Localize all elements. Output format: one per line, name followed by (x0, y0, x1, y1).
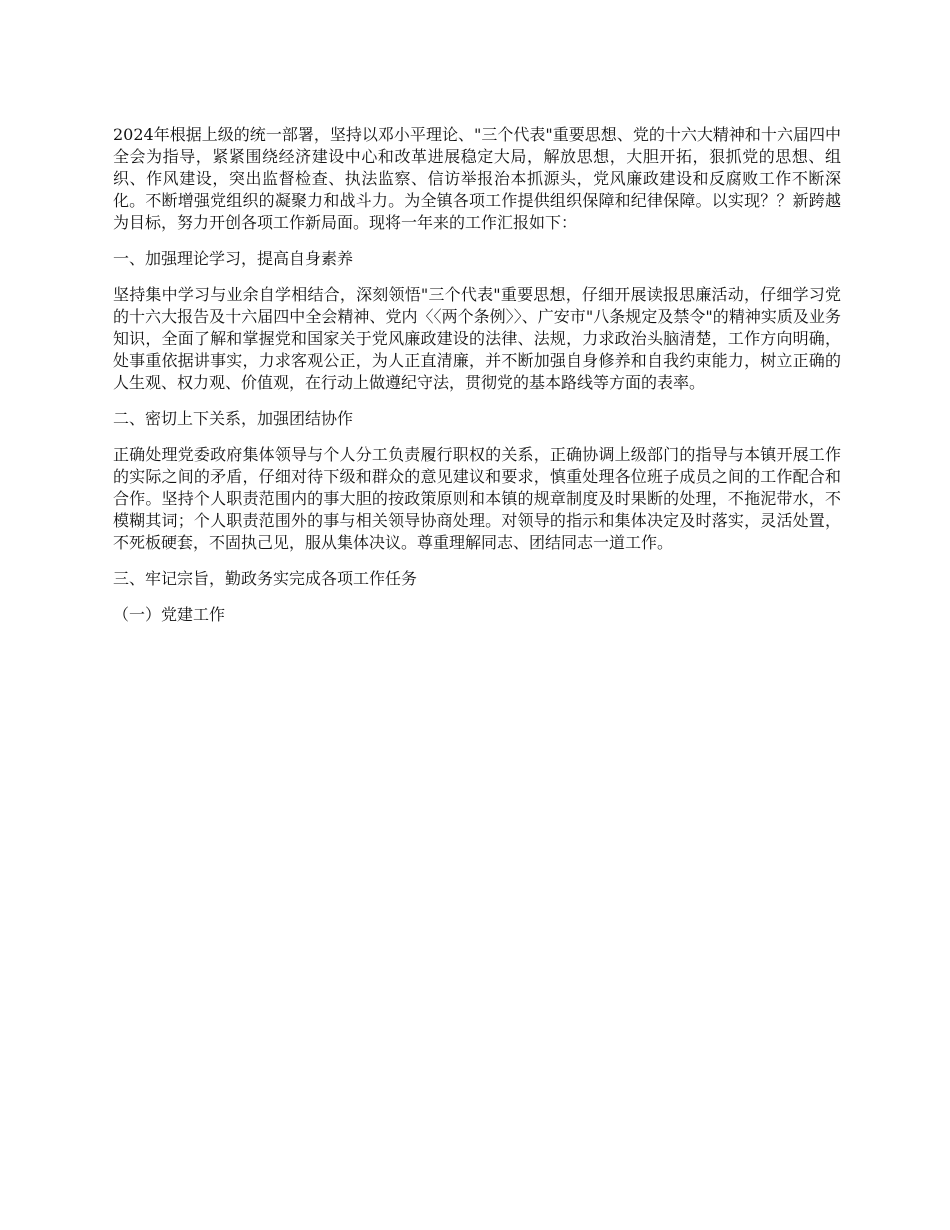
section-heading-3: 三、牢记宗旨，勤政务实完成各项工作任务 (113, 569, 418, 588)
section-1-paragraph: 坚持集中学习与业余自学相结合，深刻领悟"三个代表"重要思想，仔细开展读报思廉活动，仔细学习党的十六大报告及十六届四中全会精神、党内〈〈两个条例〉〉、广安市"八条规定及禁令"的精神实质及业务知识，全面了解和掌握党和国家关于党风廉政建设的法律、法规，力求政治头脑清楚，工作方向明确，处事重依据讲事实，力求客观公正，为人正直清廉，并不断加强自身修养和自我约束能力，树立正确的人生观、权力观、价值观，在行动上做遵纪守法，贯彻党的基本路线等方面的表率。 (113, 285, 841, 392)
document-body (113, 124, 841, 640)
section-heading-2: 二、密切上下关系，加强团结协作 (113, 409, 354, 428)
section-2-paragraph: 正确处理党委政府集体领导与个人分工负责履行职权的关系，正确协调上级部门的指导与本镇开展工作的实际之间的矛盾，仔细对待下级和群众的意见建议和要求，慎重处理各位班子成员之间的工作配合和合作。坚持个人职责范围内的事大胆的按政策原则和本镇的规章制度及时果断的处理，不拖泥带水，不模糊其词；个人职责范围外的事与相关领导协商处理。对领导的指示和集体决定及时落实，灵活处置，不死板硬套，不固执己见，服从集体决议。尊重理解同志、团结同志一道工作。 (113, 445, 841, 552)
subsection-heading-1: （一）党建工作 (113, 605, 226, 624)
intro-paragraph: 2024年根据上级的统一部署，坚持以邓小平理论、"三个代表"重要思想、党的十六大精神和十六届四中全会为指导，紧紧围绕经济建设中心和改革进展稳定大局，解放思想，大胆开拓，狠抓党的思想、组织、作风建设，突出监督检查、执法监察、信访举报治本抓源头，党风廉政建设和反腐败工作不断深化。不断增强党组织的凝聚力和战斗力。为全镇各项工作提供组织保障和纪律保障。以实现？？新跨越为目标，努力开创各项工作新局面。现将一年来的工作汇报如下： (113, 125, 841, 232)
section-heading-1: 一、加强理论学习，提高自身素养 (113, 249, 354, 268)
